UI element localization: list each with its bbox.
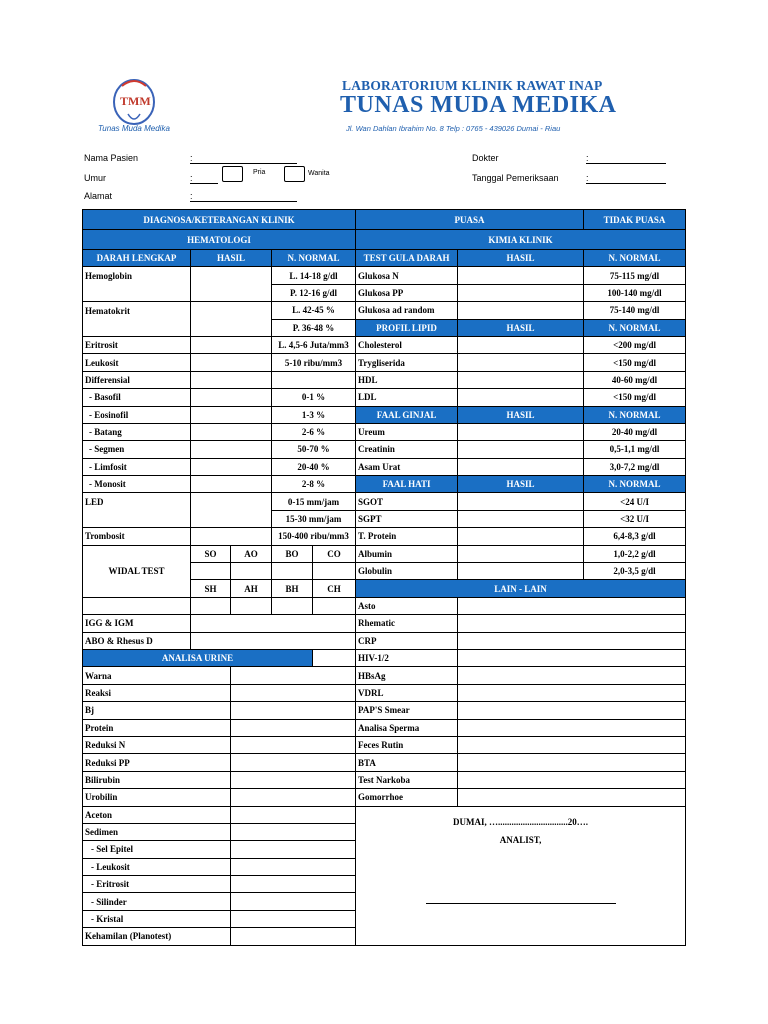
hemoglobin-normal: L. 14-18 g/dl: [272, 267, 356, 284]
asam-urat-result[interactable]: [458, 458, 584, 475]
hasil-header: HASIL: [191, 250, 272, 267]
led-normal: 15-30 mm/jam: [272, 510, 356, 527]
analist-label: ANALIST,: [499, 834, 542, 845]
signature-line[interactable]: [426, 903, 616, 904]
n-normal-header: N. NORMAL: [584, 406, 686, 423]
logo-abbrev: TMM: [120, 94, 151, 108]
t-protein-label: T. Protein: [356, 528, 458, 545]
clinic-logo: [92, 74, 182, 138]
widal-ah: AH: [231, 580, 272, 597]
tidak-puasa-header: TIDAK PUASA: [584, 210, 686, 230]
cholesterol-normal: <200 mg/dl: [584, 336, 686, 353]
hematokrit-result-cont[interactable]: [191, 319, 272, 336]
lain-item-result[interactable]: [458, 719, 686, 736]
widal-co: CO: [313, 545, 356, 562]
urine-item-result[interactable]: [231, 684, 356, 701]
segmen-result[interactable]: [191, 441, 272, 458]
ldl-result[interactable]: [458, 389, 584, 406]
lain-item-label: Asto: [356, 597, 458, 614]
creatinin-result[interactable]: [458, 441, 584, 458]
colon: :: [190, 153, 193, 163]
urine-item-label: Sedimen: [83, 823, 231, 840]
urine-item-result[interactable]: [231, 719, 356, 736]
n-normal-header: N. NORMAL: [584, 319, 686, 336]
monosit-result[interactable]: [191, 476, 272, 493]
hasil-header: HASIL: [458, 250, 584, 267]
hdl-result[interactable]: [458, 371, 584, 388]
lain-item-result[interactable]: [458, 789, 686, 806]
urine-item-result[interactable]: [231, 789, 356, 806]
hematokrit-normal: L. 42-45 %: [272, 302, 356, 319]
widal-co-result[interactable]: [313, 563, 356, 580]
n-normal-header: N. NORMAL: [272, 250, 356, 267]
urine-item-result[interactable]: [231, 771, 356, 788]
segmen-normal: 50-70 %: [272, 441, 356, 458]
monosit-normal: 2-8 %: [272, 476, 356, 493]
asam-urat-label: Asam Urat: [356, 458, 458, 475]
lain-item-result[interactable]: [458, 771, 686, 788]
sgpt-normal: <32 U/I: [584, 510, 686, 527]
sgot-normal: <24 U/I: [584, 493, 686, 510]
urine-item-label: Reduksi PP: [83, 754, 231, 771]
trombosit-result[interactable]: [191, 528, 272, 545]
widal-bh-result[interactable]: [272, 597, 313, 614]
eosinofil-label: - Eosinofil: [83, 406, 191, 423]
lain-item-result[interactable]: [458, 736, 686, 753]
urine-item-label: Bilirubin: [83, 771, 231, 788]
eosinofil-result[interactable]: [191, 406, 272, 423]
puasa-header: PUASA: [356, 210, 584, 230]
igg-label: IGG & IGM: [83, 615, 191, 632]
t-protein-result[interactable]: [458, 528, 584, 545]
sgpt-label: SGPT: [356, 510, 458, 527]
hasil-header: HASIL: [458, 476, 584, 493]
differensial-label: Differensial: [83, 371, 191, 388]
urine-item-result[interactable]: [231, 928, 356, 945]
glukosa-pp-label: Glukosa PP: [356, 284, 458, 301]
hematokrit-label: Hematokrit: [83, 302, 191, 319]
hematokrit-result[interactable]: [191, 302, 272, 319]
urine-item-label: - Sel Epitel: [83, 841, 231, 858]
trombosit-normal: 150-400 ribu/mm3: [272, 528, 356, 545]
widal-bo: BO: [272, 545, 313, 562]
albumin-normal: 1,0-2,2 g/dl: [584, 545, 686, 562]
lab-title: LABORATORIUM KLINIK RAWAT INAP: [342, 78, 603, 93]
n-normal-header: N. NORMAL: [584, 250, 686, 267]
led-normal: 0-15 mm/jam: [272, 493, 356, 510]
urine-spacer: [313, 649, 356, 666]
hasil-header: HASIL: [458, 319, 584, 336]
lain-item-label: PAP'S Smear: [356, 702, 458, 719]
eritrosit-result[interactable]: [191, 336, 272, 353]
glukosa-ad-result[interactable]: [458, 302, 584, 319]
batang-normal: 2-6 %: [272, 423, 356, 440]
albumin-result[interactable]: [458, 545, 584, 562]
lain-item-result[interactable]: [458, 615, 686, 632]
female-checkbox[interactable]: [284, 166, 305, 182]
widal-so-result[interactable]: [191, 563, 231, 580]
urine-item-result[interactable]: [231, 893, 356, 910]
patient-name-field[interactable]: [190, 152, 297, 164]
hemoglobin-result[interactable]: [191, 267, 272, 284]
urine-item-result[interactable]: [231, 667, 356, 684]
led-label: LED: [83, 493, 191, 510]
ureum-label: Ureum: [356, 423, 458, 440]
lain-item-result[interactable]: [458, 597, 686, 614]
logo-caption: Tunas Muda Medika: [98, 124, 170, 133]
basofil-normal: 0-1 %: [272, 389, 356, 406]
glukosa-n-normal: 75-115 mg/dl: [584, 267, 686, 284]
leukosit-normal: 5-10 ribu/mm3: [272, 354, 356, 371]
limfosit-label: - Limfosit: [83, 458, 191, 475]
lain-item-label: BTA: [356, 754, 458, 771]
lain-item-label: Feces Rutin: [356, 736, 458, 753]
urine-item-result[interactable]: [231, 858, 356, 875]
lain-item-label: HBsAg: [356, 667, 458, 684]
darah-lengkap-header: DARAH LENGKAP: [83, 250, 191, 267]
lain-item-label: HIV-1/2: [356, 649, 458, 666]
lain-item-result[interactable]: [458, 702, 686, 719]
basofil-label: - Basofil: [83, 389, 191, 406]
urine-item-label: Aceton: [83, 806, 231, 823]
globulin-normal: 2,0-3,5 g/dl: [584, 563, 686, 580]
glukosa-pp-normal: 100-140 mg/dl: [584, 284, 686, 301]
signature-box: [356, 806, 686, 945]
t-protein-normal: 6,4-8,3 g/dl: [584, 528, 686, 545]
basofil-result[interactable]: [191, 389, 272, 406]
widal-bh: BH: [272, 580, 313, 597]
led-result-cont[interactable]: [191, 510, 272, 527]
widal-so: SO: [191, 545, 231, 562]
n-normal-header: N. NORMAL: [584, 476, 686, 493]
lain-item-label: VDRL: [356, 684, 458, 701]
cholesterol-result[interactable]: [458, 336, 584, 353]
clinic-address: Jl. Wan Dahlan Ibrahim No. 8 Telp : 0765 - 439026 Dumai - Riau: [346, 124, 561, 133]
signature-place-date: DUMAI, …...............................20….: [453, 816, 589, 827]
urine-item-result[interactable]: [231, 841, 356, 858]
colon: :: [586, 173, 589, 183]
urine-item-result[interactable]: [231, 876, 356, 893]
creatinin-normal: 0,5-1,1 mg/dl: [584, 441, 686, 458]
widal-ch: CH: [313, 580, 356, 597]
urine-item-label: - Eritrosit: [83, 876, 231, 893]
lain-item-label: Rhematic: [356, 615, 458, 632]
hemoglobin-normal: P. 12-16 g/dl: [272, 284, 356, 301]
colon: :: [586, 153, 589, 163]
date-field[interactable]: [586, 172, 666, 184]
widal-ch-result[interactable]: [313, 597, 356, 614]
urine-item-result[interactable]: [231, 702, 356, 719]
test-gula-darah-header: TEST GULA DARAH: [356, 250, 458, 267]
hemoglobin-label: Hemoglobin: [83, 267, 191, 284]
hdl-normal: 40-60 mg/dl: [584, 371, 686, 388]
doctor-label: Dokter: [472, 153, 499, 163]
lain-lain-header: LAIN - LAIN: [356, 580, 686, 597]
male-label: Pria: [253, 169, 266, 176]
lain-item-label: Gomorrhoe: [356, 789, 458, 806]
patient-name-label: Nama Pasien: [84, 153, 139, 163]
hemoglobin-result-cont[interactable]: [191, 284, 272, 301]
eosinofil-normal: 1-3 %: [272, 406, 356, 423]
lain-item-label: Test Narkoba: [356, 771, 458, 788]
widal-ao: AO: [231, 545, 272, 562]
colon: :: [190, 173, 193, 183]
faal-ginjal-header: FAAL GINJAL: [356, 406, 458, 423]
faal-hati-header: FAAL HATI: [356, 476, 458, 493]
ureum-result[interactable]: [458, 423, 584, 440]
globulin-result[interactable]: [458, 563, 584, 580]
glukosa-ad-label: Glukosa ad random: [356, 302, 458, 319]
differensial-normal: [272, 371, 356, 388]
widal-test-label: WIDAL TEST: [83, 545, 191, 597]
ureum-normal: 20-40 mg/dl: [584, 423, 686, 440]
limfosit-result[interactable]: [191, 458, 272, 475]
abo-result[interactable]: [191, 632, 356, 649]
lain-item-result[interactable]: [458, 649, 686, 666]
abo-label: ABO & Rhesus D: [83, 632, 191, 649]
eritrosit-label: Eritrosit: [83, 336, 191, 353]
leukosit-result[interactable]: [191, 354, 272, 371]
monosit-label: - Monosit: [83, 476, 191, 493]
glukosa-ad-normal: 75-140 mg/dl: [584, 302, 686, 319]
lain-item-result[interactable]: [458, 684, 686, 701]
male-checkbox[interactable]: [222, 166, 243, 182]
sgpt-result[interactable]: [458, 510, 584, 527]
kimia-klinik-header: KIMIA KLINIK: [356, 230, 686, 250]
lain-item-result[interactable]: [458, 754, 686, 771]
cholesterol-label: Cholesterol: [356, 336, 458, 353]
colon: :: [190, 191, 193, 201]
urine-item-result[interactable]: [231, 823, 356, 840]
lain-item-label: Analisa Sperma: [356, 719, 458, 736]
profil-lipid-header: PROFIL LIPID: [356, 319, 458, 336]
lab-form-table: [82, 209, 686, 946]
urine-item-label: Kehamilan (Planotest): [83, 928, 231, 945]
globulin-label: Globulin: [356, 563, 458, 580]
analisa-urine-header: ANALISA URINE: [83, 649, 313, 666]
widal-spacer: [83, 597, 191, 614]
differensial-result[interactable]: [191, 371, 272, 388]
urine-item-label: - Leukosit: [83, 858, 231, 875]
creatinin-label: Creatinin: [356, 441, 458, 458]
urine-item-label: Bj: [83, 702, 231, 719]
urine-item-label: Warna: [83, 667, 231, 684]
segmen-label: - Segmen: [83, 441, 191, 458]
trygliserida-label: Trygliserida: [356, 354, 458, 371]
diagnosa-header: DIAGNOSA/KETERANGAN KLINIK: [83, 210, 356, 230]
urine-item-label: - Kristal: [83, 910, 231, 927]
glukosa-n-result[interactable]: [458, 267, 584, 284]
hasil-header: HASIL: [458, 406, 584, 423]
female-label: Wanita: [308, 170, 330, 177]
batang-label: - Batang: [83, 423, 191, 440]
led-label-cont: [83, 510, 191, 527]
widal-bo-result[interactable]: [272, 563, 313, 580]
hdl-label: HDL: [356, 371, 458, 388]
eritrosit-normal: L. 4,5-6 Juta/mm3: [272, 336, 356, 353]
lain-item-result[interactable]: [458, 667, 686, 684]
urine-item-result[interactable]: [231, 736, 356, 753]
widal-ao-result[interactable]: [231, 563, 272, 580]
hematokrit-normal: P. 36-48 %: [272, 319, 356, 336]
ldl-label: LDL: [356, 389, 458, 406]
igg-result[interactable]: [191, 615, 356, 632]
clinic-name: TUNAS MUDA MEDIKA: [340, 92, 617, 118]
date-label: Tanggal Pemeriksaan: [472, 173, 559, 183]
urine-item-label: Reaksi: [83, 684, 231, 701]
urine-item-result[interactable]: [231, 806, 356, 823]
limfosit-normal: 20-40 %: [272, 458, 356, 475]
batang-result[interactable]: [191, 423, 272, 440]
address-field[interactable]: [190, 190, 297, 202]
urine-item-label: Reduksi N: [83, 736, 231, 753]
ldl-normal: <150 mg/dl: [584, 389, 686, 406]
glukosa-pp-result[interactable]: [458, 284, 584, 301]
trygliserida-result[interactable]: [458, 354, 584, 371]
hematologi-header: HEMATOLOGI: [83, 230, 356, 250]
widal-sh-result[interactable]: [191, 597, 231, 614]
hemoglobin-label-cont: [83, 284, 191, 301]
hematokrit-label-cont: [83, 319, 191, 336]
lain-item-label: CRP: [356, 632, 458, 649]
albumin-label: Albumin: [356, 545, 458, 562]
age-field[interactable]: [190, 172, 218, 184]
trombosit-label: Trombosit: [83, 528, 191, 545]
urine-item-label: Urobilin: [83, 789, 231, 806]
doctor-field[interactable]: [586, 152, 666, 164]
urine-item-label: Protein: [83, 719, 231, 736]
leukosit-label: Leukosit: [83, 354, 191, 371]
urine-item-result[interactable]: [231, 754, 356, 771]
address-label: Alamat: [84, 191, 113, 201]
urine-item-result[interactable]: [231, 910, 356, 927]
urine-item-label: - Silinder: [83, 893, 231, 910]
sgot-label: SGOT: [356, 493, 458, 510]
asam-urat-normal: 3,0-7,2 mg/dl: [584, 458, 686, 475]
lain-item-result[interactable]: [458, 632, 686, 649]
led-result[interactable]: [191, 493, 272, 510]
sgot-result[interactable]: [458, 493, 584, 510]
widal-sh: SH: [191, 580, 231, 597]
age-label: Umur: [84, 173, 106, 183]
trygliserida-normal: <150 mg/dl: [584, 354, 686, 371]
glukosa-n-label: Glukosa N: [356, 267, 458, 284]
widal-ah-result[interactable]: [231, 597, 272, 614]
